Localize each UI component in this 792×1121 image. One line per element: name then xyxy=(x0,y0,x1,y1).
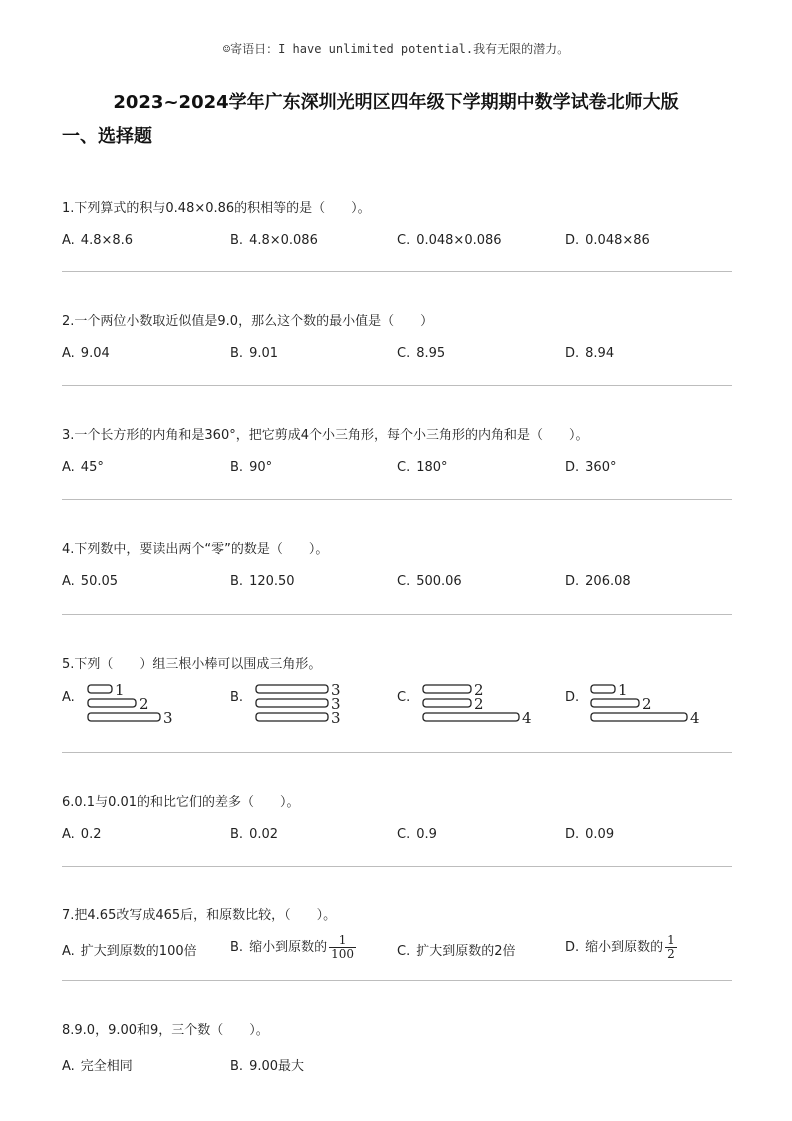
option-a[interactable] xyxy=(62,940,197,959)
option-letter: D. xyxy=(565,690,580,705)
option-a[interactable] xyxy=(62,574,118,589)
option-a[interactable] xyxy=(62,1055,133,1074)
stick xyxy=(88,699,136,707)
option-text: 9.04 xyxy=(80,346,110,361)
option-c[interactable] xyxy=(397,682,532,727)
option-c[interactable] xyxy=(397,574,462,589)
stick xyxy=(591,685,615,693)
option-text: 9.00最大 xyxy=(249,1059,305,1074)
option-text: 缩小到原数的 xyxy=(585,940,664,955)
option-d[interactable] xyxy=(565,460,616,475)
option-text: 500.06 xyxy=(416,574,462,589)
stick-length-label: 1 xyxy=(618,682,628,699)
option-row xyxy=(62,682,732,734)
fraction-denominator: 100 xyxy=(331,947,354,961)
option-letter: D. xyxy=(565,460,580,475)
option-letter: C. xyxy=(397,690,411,705)
question-stem: 4.下列数中，要读出两个“零”的数是（ ）。 xyxy=(62,542,329,557)
option-letter: A. xyxy=(62,944,75,959)
option-text: 120.50 xyxy=(249,574,295,589)
option-a[interactable] xyxy=(62,460,104,475)
option-letter: D. xyxy=(565,233,580,248)
option-text: 0.048×86 xyxy=(585,233,650,248)
option-text: 缩小到原数的 xyxy=(249,940,328,955)
option-letter: C. xyxy=(397,460,411,475)
stick-length-label: 2 xyxy=(642,695,652,713)
stick-figure xyxy=(589,682,719,734)
option-row xyxy=(62,1055,732,1077)
question-stem: 3.一个长方形的内角和是360°，把它剪成4个小三角形，每个小三角形的内角和是（ ）。 xyxy=(62,428,589,443)
option-a[interactable] xyxy=(62,827,101,842)
option-b[interactable] xyxy=(230,682,341,727)
stick-length-label: 4 xyxy=(690,709,700,727)
option-letter: A. xyxy=(62,574,75,589)
divider xyxy=(62,752,732,753)
question-8 xyxy=(62,1023,732,1077)
option-text: 0.02 xyxy=(249,827,279,842)
question-3 xyxy=(62,428,732,482)
question-7 xyxy=(62,908,732,968)
option-text: 0.9 xyxy=(416,827,437,842)
option-text: 206.08 xyxy=(585,574,631,589)
option-row xyxy=(62,827,732,849)
option-letter: B. xyxy=(230,827,244,842)
option-letter: D. xyxy=(565,574,580,589)
divider xyxy=(62,866,732,867)
stick xyxy=(423,713,519,721)
option-c[interactable] xyxy=(397,940,516,959)
option-row xyxy=(62,346,732,368)
option-b[interactable] xyxy=(230,346,278,361)
option-row xyxy=(62,233,732,255)
question-stem: 6.0.1与0.01的和比它们的差多（ ）。 xyxy=(62,795,300,810)
divider xyxy=(62,614,732,615)
divider xyxy=(62,271,732,272)
question-2 xyxy=(62,314,732,368)
option-letter: B. xyxy=(230,460,244,475)
option-a[interactable] xyxy=(62,682,173,727)
option-row xyxy=(62,460,732,482)
option-d[interactable] xyxy=(565,574,631,589)
option-row xyxy=(62,574,732,596)
option-text: 90° xyxy=(249,460,273,475)
divider xyxy=(62,980,732,981)
option-text: 50.05 xyxy=(80,574,119,589)
stick-length-label: 3 xyxy=(331,682,341,699)
option-text: 360° xyxy=(585,460,617,475)
page-title: 2023~2024学年广东深圳光明区四年级下学期期中数学试卷北师大版 xyxy=(113,92,679,113)
fraction xyxy=(665,934,677,961)
option-b[interactable] xyxy=(230,574,295,589)
option-text: 45° xyxy=(80,460,104,475)
option-letter: B. xyxy=(230,346,244,361)
stick xyxy=(88,713,160,721)
question-stem: 7.把4.65改写成465后，和原数比较，（ ）。 xyxy=(62,908,337,923)
option-text: 0.048×0.086 xyxy=(416,233,502,248)
option-text: 完全相同 xyxy=(80,1059,133,1074)
stick xyxy=(423,699,471,707)
fraction xyxy=(329,934,356,961)
question-1 xyxy=(62,201,732,255)
option-letter: B. xyxy=(230,690,244,705)
option-c[interactable] xyxy=(397,346,445,361)
question-5 xyxy=(62,657,732,673)
stick-length-label: 3 xyxy=(163,709,173,727)
section-heading: 一、选择题 xyxy=(62,126,152,147)
stick-length-label: 3 xyxy=(331,709,341,727)
stick xyxy=(256,699,328,707)
option-letter: A. xyxy=(62,827,75,842)
stick-figure xyxy=(86,682,216,734)
option-d[interactable] xyxy=(565,233,650,248)
stick-length-label: 2 xyxy=(474,695,484,713)
stick xyxy=(423,685,471,693)
option-text: 180° xyxy=(416,460,448,475)
option-letter: C. xyxy=(397,233,411,248)
option-text: 0.09 xyxy=(585,827,615,842)
option-letter: B. xyxy=(230,574,244,589)
option-letter: A. xyxy=(62,346,75,361)
option-d[interactable] xyxy=(565,682,700,727)
option-c[interactable] xyxy=(397,827,437,842)
option-letter: D. xyxy=(565,940,580,955)
option-c[interactable] xyxy=(397,460,448,475)
option-text: 0.2 xyxy=(80,827,102,842)
option-b[interactable] xyxy=(230,934,356,961)
question-stem: 5.下列（ ）组三根小棒可以围成三角形。 xyxy=(62,657,322,672)
option-text: 4.8×0.086 xyxy=(249,233,318,248)
option-letter: C. xyxy=(397,574,411,589)
question-stem: 8.9.0，9.00和9，三个数（ ）。 xyxy=(62,1023,269,1038)
option-b[interactable] xyxy=(230,233,318,248)
option-d[interactable] xyxy=(565,934,677,961)
option-text: 扩大到原数的2倍 xyxy=(416,944,516,959)
option-letter: C. xyxy=(397,346,411,361)
option-text: 8.94 xyxy=(585,346,615,361)
option-letter: D. xyxy=(565,827,580,842)
question-4 xyxy=(62,542,732,596)
option-letter: B. xyxy=(230,1059,244,1074)
option-letter: B. xyxy=(230,233,244,248)
fraction-numerator: 1 xyxy=(329,934,356,948)
option-letter: A. xyxy=(62,460,75,475)
question-stem: 2.一个两位小数取近似值是9.0，那么这个数的最小值是（ ） xyxy=(62,314,434,329)
option-d[interactable] xyxy=(565,827,614,842)
stick-figure xyxy=(421,682,551,734)
option-letter: C. xyxy=(397,827,411,842)
divider xyxy=(62,499,732,500)
option-b[interactable] xyxy=(230,460,272,475)
option-a[interactable] xyxy=(62,233,133,248)
option-letter: D. xyxy=(565,346,580,361)
option-c[interactable] xyxy=(397,233,502,248)
stick-length-label: 1 xyxy=(115,682,125,699)
option-b[interactable] xyxy=(230,827,278,842)
motto-line: ☺寄语日：I have unlimited potential.我有无限的潜力。 xyxy=(222,42,570,56)
option-letter: C. xyxy=(397,944,411,959)
option-d[interactable] xyxy=(565,346,614,361)
option-letter: A. xyxy=(62,1059,75,1074)
question-stem: 1.下列算式的积与0.48×0.86的积相等的是（ ）。 xyxy=(62,201,371,216)
question-6 xyxy=(62,795,732,849)
option-b[interactable] xyxy=(230,1055,304,1074)
stick-figure xyxy=(254,682,384,734)
option-text: 扩大到原数的100倍 xyxy=(80,944,197,959)
stick xyxy=(591,699,639,707)
fraction-numerator: 1 xyxy=(667,933,675,947)
option-a[interactable] xyxy=(62,346,110,361)
stick-length-label: 2 xyxy=(474,682,484,699)
fraction-denominator: 2 xyxy=(667,947,675,961)
stick-length-label: 4 xyxy=(522,709,532,727)
option-text: 9.01 xyxy=(249,346,279,361)
option-row xyxy=(62,934,732,968)
stick-length-label: 3 xyxy=(331,695,341,713)
option-letter: B. xyxy=(230,940,244,955)
stick xyxy=(591,713,687,721)
stick-length-label: 2 xyxy=(139,695,149,713)
divider xyxy=(62,385,732,386)
option-text: 8.95 xyxy=(416,346,446,361)
stick xyxy=(256,685,328,693)
option-letter: A. xyxy=(62,690,75,705)
stick xyxy=(256,713,328,721)
option-text: 4.8×8.6 xyxy=(80,233,134,248)
option-letter: A. xyxy=(62,233,75,248)
stick xyxy=(88,685,112,693)
